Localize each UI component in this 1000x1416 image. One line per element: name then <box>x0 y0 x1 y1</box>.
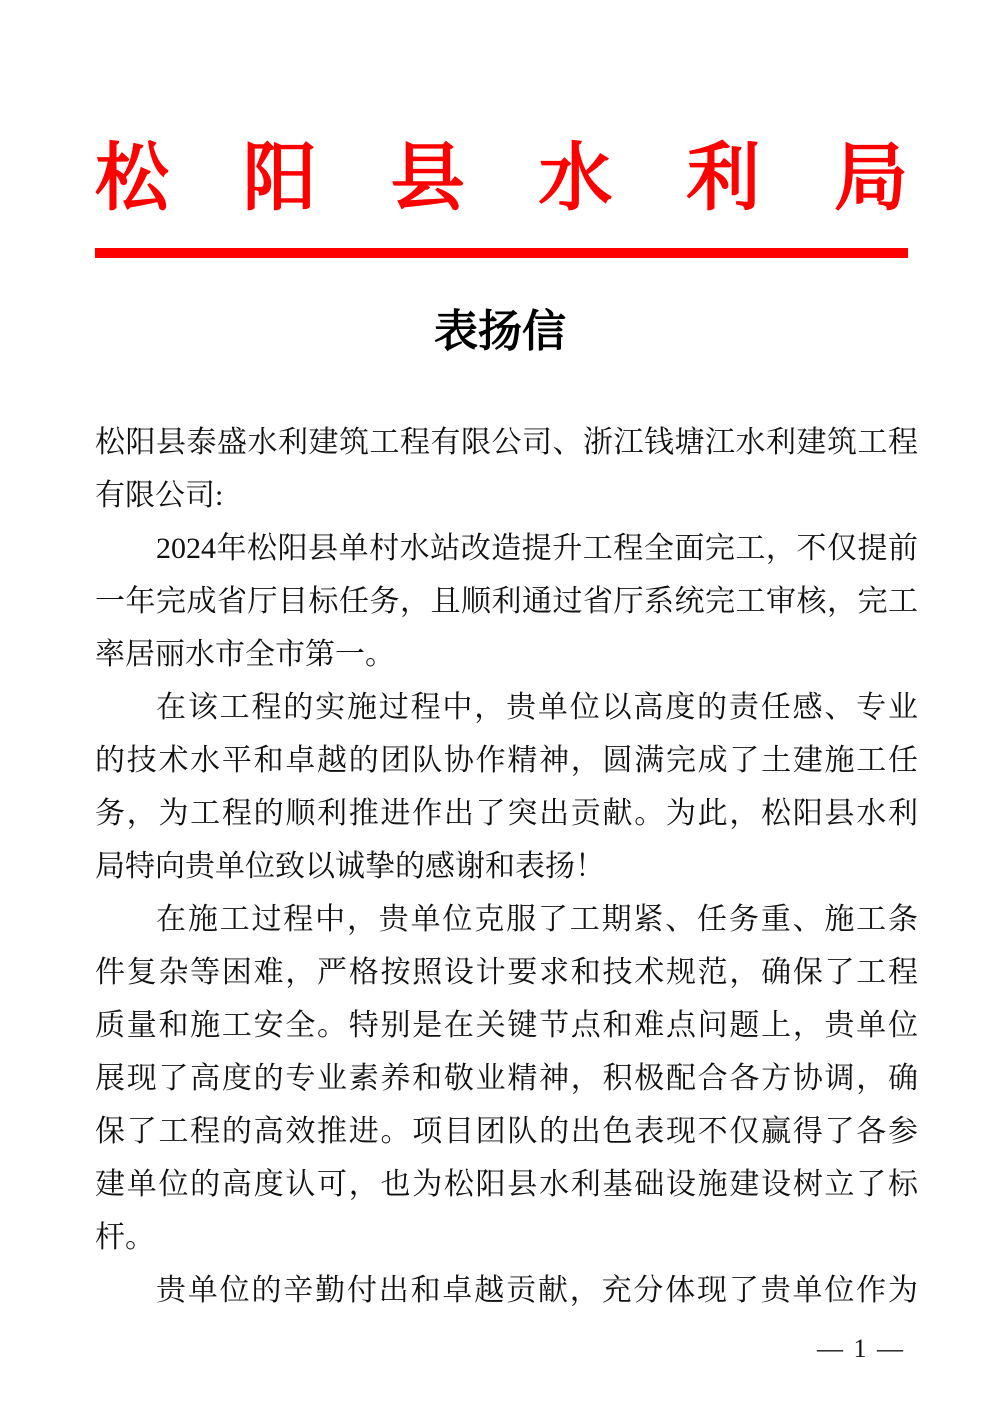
text-line: 局特向贵单位致以诚挚的感谢和表扬！ <box>95 850 605 883</box>
text-line: 在施工过程中，贵单位克服了工期紧、任务重、施工条 <box>156 903 918 936</box>
red-divider <box>95 248 908 258</box>
agency-name-char: 松 <box>95 138 169 220</box>
paragraph <box>95 522 918 681</box>
paragraph <box>95 681 918 893</box>
text-line: 的技术水平和卓越的团队协作精神，圆满完成了土建施工任 <box>95 744 918 777</box>
text-line: 建单位的高度认可，也为松阳县水利基础设施建设树立了标 <box>95 1168 918 1201</box>
text-line: 杆。 <box>95 1221 155 1254</box>
agency-letterhead <box>95 138 908 258</box>
agency-name-char: 利 <box>686 138 761 220</box>
agency-name-char: 县 <box>390 138 465 220</box>
document-title: 表扬信 <box>434 307 566 356</box>
agency-name-char: 局 <box>833 138 908 220</box>
text-line: 2024年松阳县单村水站改造提升工程全面完工，不仅提前 <box>156 532 918 565</box>
agency-name-char: 阳 <box>242 138 317 220</box>
agency-name <box>95 138 908 220</box>
text-line: 一年完成省厅目标任务，且顺利通过省厅系统完工审核，完工 <box>95 585 918 618</box>
letter-body <box>95 416 918 1317</box>
paragraph <box>95 893 918 1264</box>
text-line: 松阳县泰盛水利建筑工程有限公司、浙江钱塘江水利建筑工程 <box>95 426 918 459</box>
text-line: 率居丽水市全市第一。 <box>95 638 395 671</box>
text-line: 展现了高度的专业素养和敬业精神，积极配合各方协调，确 <box>95 1062 918 1095</box>
agency-name-char: 水 <box>538 138 613 220</box>
paragraph-salutation <box>95 416 918 522</box>
text-line: 件复杂等困难，严格按照设计要求和技术规范，确保了工程 <box>95 956 918 989</box>
text-line: 有限公司: <box>95 479 224 512</box>
paragraph <box>95 1264 918 1317</box>
text-line: 保了工程的高效推进。项目团队的出色表现不仅赢得了各参 <box>95 1115 918 1148</box>
text-line: 质量和施工安全。特别是在关键节点和难点问题上，贵单位 <box>95 1009 918 1042</box>
page-number: — 1 — <box>817 1334 905 1363</box>
text-line: 贵单位的辛勤付出和卓越贡献，充分体现了贵单位作为 <box>156 1274 918 1307</box>
text-line: 务，为工程的顺利推进作出了突出贡献。为此，松阳县水利 <box>95 797 918 830</box>
text-line: 在该工程的实施过程中，贵单位以高度的责任感、专业 <box>156 691 918 724</box>
